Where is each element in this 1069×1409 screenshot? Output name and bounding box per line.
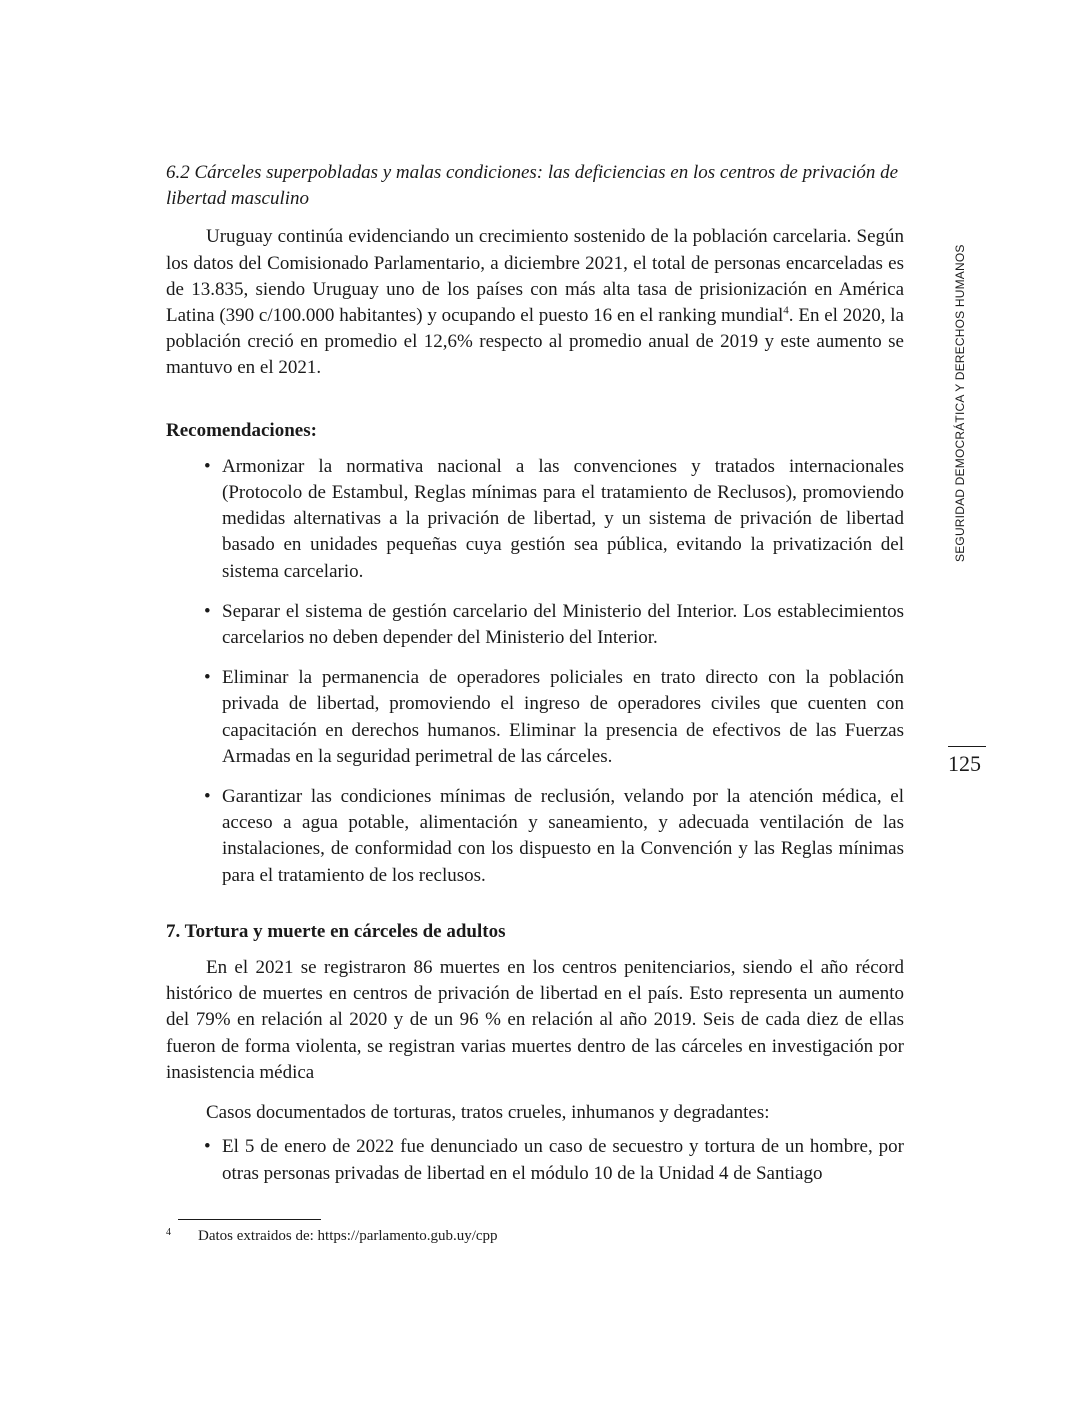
footnote-mark: 4: [166, 1227, 171, 1238]
list-item: • Armonizar la normativa nacional a las convenciones y tratados internacionales (Protocolo de Estambul, Reglas mínimas para el tratamiento de Reclusos), promoviendo medidas alternativas a la privación de libertad, y un sistema de privación de libertad basado en unidades pequeñas cuya gestión sea pública, evitando la privatización del sistema carcelario.: [222, 454, 904, 585]
recommendations-list: [166, 454, 904, 889]
section-heading: 7. Tortura y muerte en cárceles de adultos: [166, 920, 506, 942]
subsection-title: 6.2 Cárceles superpobladas y malas condiciones: las deficiencias en los centros de privación de libertad masculino: [166, 162, 899, 210]
list-item: • El 5 de enero de 2022 fue denunciado un caso de secuestro y tortura de un hombre, por otras personas privadas de libertad en el módulo 10 de la Unidad 4 de Santiago: [222, 1134, 904, 1186]
list-item: • Garantizar las condiciones mínimas de reclusión, velando por la atención médica, el acceso a agua potable, alimentación y saneamiento, y adecuada ventilación de las instalaciones, de conformidad con los dispuesto en la Convención y las Reglas mínimas para el tratamiento de los reclusos.: [222, 784, 904, 889]
running-header-side: SEGURIDAD DEMOCRÁTICA Y DERECHOS HUMANOS: [953, 244, 967, 562]
page-number-rule: [948, 746, 986, 747]
main-text-column: [166, 160, 904, 1201]
paragraph-text: Uruguay continúa evidenciando un crecimiento sostenido de la población carcelaria. Según los datos del Comisionado Parlamentario, a diciembre 2021, el total de personas encarceladas es de 13.835, siendo Uruguay uno de los países con más alta tasa de prisionización en América Latina (390 c/100.000 habitantes) y ocupando el puesto 16 en el ranking mundial: [166, 226, 904, 327]
spacer: [166, 1126, 904, 1134]
list-item: • Eliminar la permanencia de operadores policiales en trato directo con la población privada de libertad, promoviendo el ingreso de operadores civiles que cuenten con capacitación en derechos humanos. Eliminar la presencia de efectivos de las Fuerzas Armadas en la seguridad perimetral de las cárceles.: [222, 665, 904, 770]
cases-list: [166, 1134, 904, 1186]
paragraph-deaths: En el 2021 se registraron 86 muertes en los centros penitenciarios, siendo el año récord histórico de muertes en centros de privación de libertad en el país. Esto representa un aumento del 79% en relación al 2020 y de un 96 % en relación al año 2019. Seis de cada diez de ellas fueron de forma violenta, se registran varias muertes dentro de las cárceles en investigación por inasistencia médica: [166, 957, 904, 1083]
page-number: 125: [948, 751, 981, 776]
paragraph-cases-intro: Casos documentados de torturas, tratos crueles, inhumanos y degradantes:: [206, 1102, 770, 1124]
paragraph-text-continued: . En el 2020, la población creció en promedio el 12,6% respecto al promedio anual de 2019 y este aumento se mantuvo en el 2021.: [166, 305, 904, 379]
recommendations-heading: Recomendaciones:: [166, 419, 317, 441]
spacer: [166, 1086, 904, 1100]
footnote-divider: [178, 1219, 321, 1220]
list-item: • Separar el sistema de gestión carcelario del Ministerio del Interior. Los establecimientos carcelarios no deben depender del Ministerio del Interior.: [222, 599, 904, 651]
footnote-reference[interactable]: 4: [783, 304, 789, 317]
paragraph-prison-population: [166, 224, 904, 381]
footnote-text: Datos extraidos de: https://parlamento.gub.uy/cpp: [198, 1228, 498, 1244]
footnote: [166, 1226, 498, 1246]
